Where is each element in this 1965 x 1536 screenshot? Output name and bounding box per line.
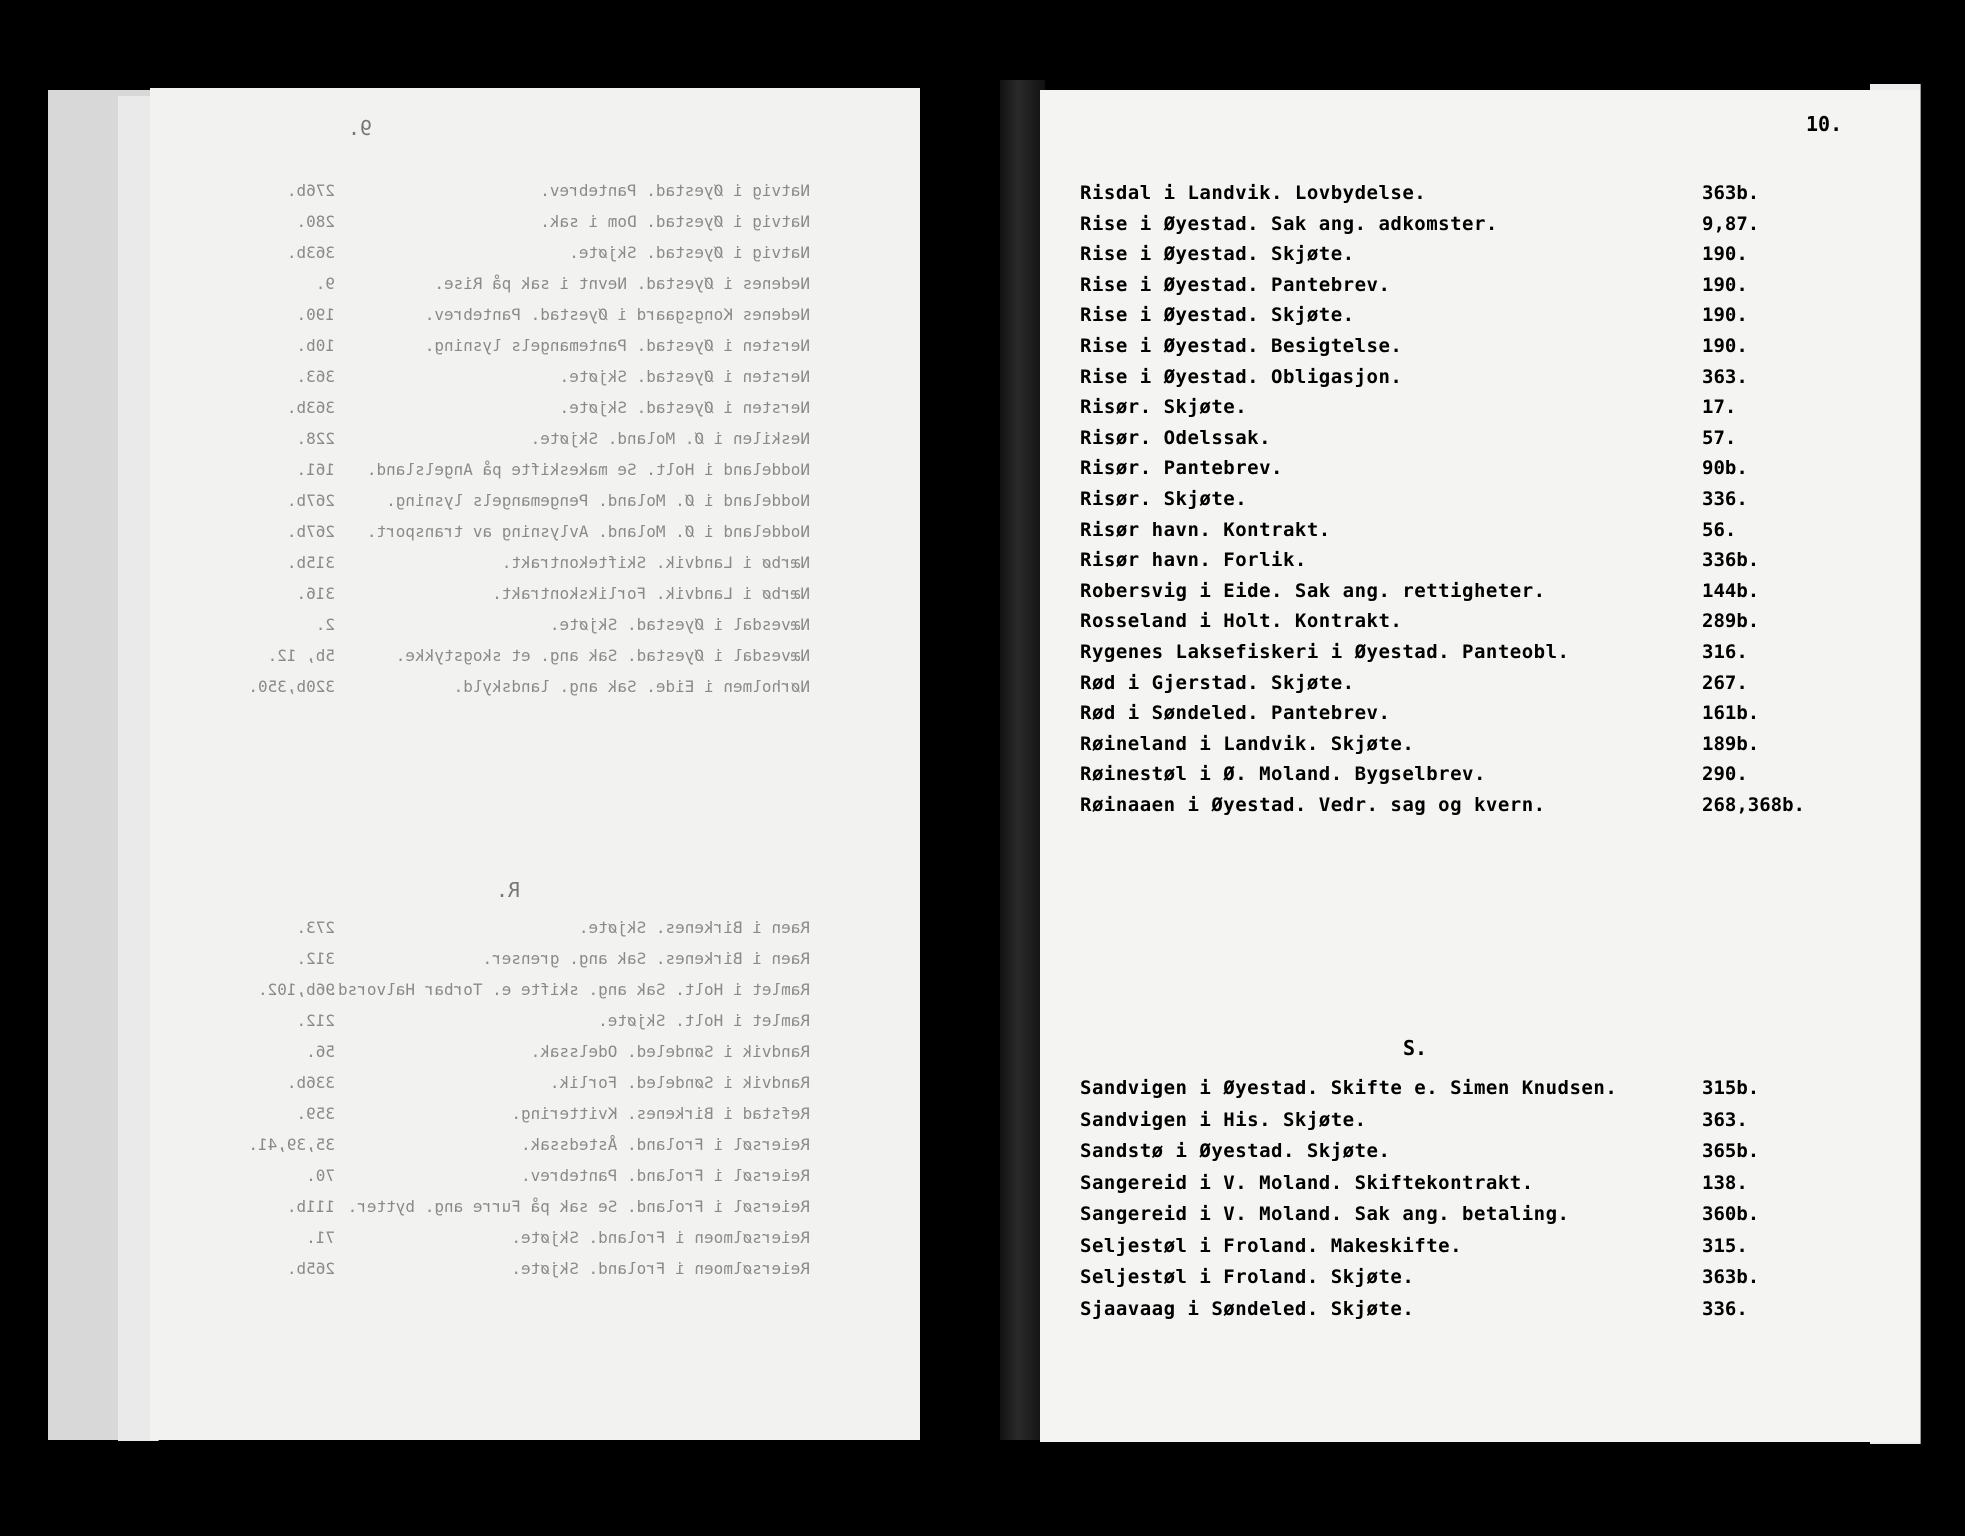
- entry-text: Nersten i Øyestad. Skjøte.: [559, 398, 810, 417]
- entry-page-ref: 190.: [1702, 243, 1748, 266]
- entry-text: Sjaavaag i Søndeled. Skjøte.: [1080, 1297, 1415, 1320]
- entry-text: Nersten i Øyestad. Skjøte.: [559, 367, 810, 386]
- entry-text: Sangereid i V. Moland. Skiftekontrakt.: [1080, 1171, 1534, 1194]
- entry-text: Nævesdal i Øyestad. Sak ang. et skogstykke.: [395, 646, 810, 665]
- index-entry: [150, 269, 920, 299]
- index-entry: [1040, 606, 1920, 636]
- entry-page-ref: 9,87.: [1702, 212, 1760, 235]
- entry-page-ref: 289b.: [1702, 610, 1760, 633]
- index-entry: [1040, 759, 1920, 789]
- entry-text: Rosseland i Holt. Kontrakt.: [1080, 610, 1403, 633]
- index-entry: [150, 517, 920, 547]
- index-entry: [150, 300, 920, 330]
- entry-page-ref: 56.: [1702, 518, 1737, 541]
- entry-text: Ramlet i Holt. Skjøte.: [598, 1011, 810, 1030]
- entry-page-ref: 363.: [1702, 365, 1748, 388]
- index-entry: [150, 1037, 920, 1067]
- entry-page-ref: 315b.: [1702, 1077, 1760, 1099]
- entry-page-ref: 280.: [296, 212, 335, 231]
- entry-page-ref: 90b.: [1702, 457, 1748, 480]
- entry-page-ref: 111b.: [286, 1197, 335, 1216]
- entry-page-ref: 273.: [296, 918, 335, 937]
- entry-page-ref: 190.: [1702, 273, 1748, 296]
- entry-text: Sandvigen i His. Skjøte.: [1080, 1108, 1367, 1131]
- index-entry: [1040, 1073, 1920, 1103]
- entry-text: Sandstø i Øyestad. Skjøte.: [1080, 1140, 1391, 1162]
- index-entry: [150, 944, 920, 974]
- index-entry: [1040, 698, 1920, 728]
- index-entry: [1040, 637, 1920, 667]
- index-entry: [1040, 453, 1920, 483]
- index-entry: [1040, 576, 1920, 606]
- entry-page-ref: 312.: [296, 949, 335, 968]
- entry-page-ref: 363.: [1702, 1108, 1748, 1131]
- entry-text: Robersvig i Eide. Sak ang. rettigheter.: [1080, 579, 1546, 602]
- entry-text: Reiersøl i Froland. Pantebrev.: [521, 1166, 810, 1185]
- index-entry: [150, 331, 920, 361]
- index-entry: [1040, 1168, 1920, 1198]
- index-entry: [1040, 300, 1920, 330]
- index-entry: [150, 579, 920, 609]
- entry-text: Risør. Skjøte.: [1080, 488, 1248, 510]
- entry-page-ref: 316.: [296, 584, 335, 603]
- entry-page-ref: 363.: [296, 367, 335, 386]
- entry-page-ref: 363b.: [1702, 182, 1760, 204]
- entry-text: Seljestøl i Froland. Skjøte.: [1080, 1266, 1415, 1288]
- entry-page-ref: 363b.: [286, 398, 335, 417]
- left-page-mirrored-text: [150, 88, 920, 1440]
- entry-text: Raen i Birkenes. Sak ang. grenser.: [482, 949, 810, 968]
- index-entry: [1040, 392, 1920, 422]
- entry-text: Nedenes Kongsgaard i Øyestad. Pantebrev.: [424, 305, 810, 324]
- entry-text: Rise i Øyestad. Skjøte.: [1080, 304, 1355, 327]
- index-entry: [1040, 515, 1920, 545]
- entry-text: Noddeland i Holt. Se makeskifte på Angelsland.: [366, 460, 810, 479]
- entry-text: Risør. Skjøte.: [1080, 396, 1248, 419]
- index-entry: [1040, 239, 1920, 269]
- entry-text: Rise i Øyestad. Pantebrev.: [1080, 273, 1391, 296]
- right-page-number: 10.: [1806, 112, 1843, 136]
- entry-page-ref: 5b, 12.: [267, 646, 335, 665]
- entry-page-ref: 144b.: [1702, 579, 1760, 602]
- entry-text: Rise i Øyestad. Besigtelse.: [1080, 335, 1403, 357]
- entry-page-ref: 316.: [1702, 641, 1748, 663]
- index-entry: [150, 1254, 920, 1284]
- entry-text: Rød i Gjerstad. Skjøte.: [1080, 671, 1355, 694]
- index-entry: [1040, 545, 1920, 575]
- entry-text: Risør. Pantebrev.: [1080, 457, 1283, 480]
- entry-page-ref: 2.: [315, 615, 335, 634]
- index-entry: [1040, 668, 1920, 698]
- entry-page-ref: 17.: [1702, 396, 1737, 419]
- entry-text: Seljestøl i Froland. Makeskifte.: [1080, 1234, 1463, 1257]
- entry-text: Rise i Øyestad. Skjøte.: [1080, 243, 1355, 266]
- entry-page-ref: 9.: [315, 274, 335, 293]
- entry-text: Sandvigen i Øyestad. Skifte e. Simen Knudsen.: [1080, 1077, 1618, 1099]
- section-letter-r: R.: [495, 878, 520, 902]
- entry-text: Natvig i Øyestad. Pantebrev.: [540, 181, 810, 200]
- index-entry: [1040, 362, 1920, 392]
- entry-page-ref: 56.: [306, 1042, 335, 1061]
- index-entry: [150, 362, 920, 392]
- index-entry: [150, 455, 920, 485]
- index-entry: [1040, 729, 1920, 759]
- entry-page-ref: 35,39,41.: [248, 1135, 335, 1154]
- entry-text: Røinaaen i Øyestad. Vedr. sag og kvern.: [1080, 794, 1546, 816]
- index-entry: [1040, 1294, 1920, 1324]
- entry-text: Randvik i Søndeled. Odelssak.: [530, 1042, 810, 1061]
- index-entry: [150, 1068, 920, 1098]
- index-entry: [1040, 1231, 1920, 1261]
- entry-text: Nørholmen i Eide. Sak ang. landskyld.: [453, 677, 810, 696]
- index-entry: [150, 975, 920, 1005]
- index-entry: [150, 1006, 920, 1036]
- entry-page-ref: 360b.: [1702, 1203, 1760, 1225]
- entry-page-ref: 363b.: [1702, 1266, 1760, 1288]
- entry-text: Røinestøl i Ø. Moland. Bygselbrev.: [1080, 763, 1486, 786]
- index-entry: [150, 913, 920, 943]
- entry-page-ref: 336b.: [1702, 549, 1760, 572]
- index-entry: [1040, 1262, 1920, 1292]
- entry-page-ref: 70.: [306, 1166, 335, 1185]
- entry-text: Raen i Birkenes. Skjøte.: [578, 918, 810, 937]
- entry-text: Risør havn. Forlik.: [1080, 549, 1307, 572]
- index-entry: [1040, 270, 1920, 300]
- entry-text: Nævesdal i Øyestad. Skjøte.: [549, 615, 810, 634]
- entry-text: Randvik i Søndeled. Forlik.: [549, 1073, 810, 1092]
- entry-page-ref: 190.: [1702, 335, 1748, 357]
- index-entry: [150, 1130, 920, 1160]
- entry-text: Reiersølmoen i Froland. Skjøte.: [511, 1259, 810, 1278]
- index-entry: [150, 207, 920, 237]
- index-entry: [150, 176, 920, 206]
- entry-page-ref: 365b.: [1702, 1140, 1760, 1162]
- entry-page-ref: 320b,350.: [248, 677, 335, 696]
- entry-text: Reiersøl i Froland. Se sak på Furre ang. bytter.: [347, 1197, 810, 1216]
- index-entry: [1040, 484, 1920, 514]
- section-letter-s: S.: [1403, 1036, 1428, 1060]
- entry-page-ref: 267b.: [286, 491, 335, 510]
- entry-page-ref: 363b.: [286, 243, 335, 262]
- entry-text: Noddeland i Ø. Moland. Avlysning av transport.: [366, 522, 810, 541]
- right-page: [1040, 90, 1920, 1442]
- index-entry: [1040, 1105, 1920, 1135]
- entry-text: Natvig i Øyestad. Skjøte.: [569, 243, 810, 262]
- index-entry: [1040, 178, 1920, 208]
- entry-page-ref: 359.: [296, 1104, 335, 1123]
- entry-text: Neskilen i Ø. Moland. Skjøte.: [530, 429, 810, 448]
- entry-page-ref: 138.: [1702, 1171, 1748, 1194]
- entry-page-ref: 161.: [296, 460, 335, 479]
- entry-page-ref: 336.: [1702, 488, 1748, 510]
- entry-text: Rise i Øyestad. Sak ang. adkomster.: [1080, 212, 1498, 235]
- entry-text: Noddeland i Ø. Moland. Pengemangels lysning.: [386, 491, 810, 510]
- index-entry: [150, 610, 920, 640]
- entry-page-ref: 268,368b.: [1702, 794, 1805, 816]
- entry-text: Refstad i Birkenes. Kvittering.: [511, 1104, 810, 1123]
- entry-text: Rygenes Laksefiskeri i Øyestad. Panteobl.: [1080, 641, 1570, 663]
- entry-text: Ramlet i Holt. Sak ang. skifte e. Torbar Halvorsd.: [328, 980, 810, 999]
- entry-page-ref: 190.: [1702, 304, 1748, 327]
- index-entry: [1040, 209, 1920, 239]
- entry-page-ref: 57.: [1702, 426, 1737, 449]
- index-entry: [150, 424, 920, 454]
- entry-page-ref: 212.: [296, 1011, 335, 1030]
- index-entry: [150, 1099, 920, 1129]
- index-entry: [1040, 790, 1920, 820]
- index-entry: [150, 672, 920, 702]
- entry-text: Risør havn. Kontrakt.: [1080, 518, 1331, 541]
- book-gutter: [1000, 80, 1045, 1440]
- index-entry: [1040, 331, 1920, 361]
- index-entry: [150, 393, 920, 423]
- entry-page-ref: 161b.: [1702, 702, 1760, 725]
- entry-text: Røineland i Landvik. Skjøte.: [1080, 732, 1415, 755]
- entry-text: Nersten i Øyestad. Pantemangels lysning.: [424, 336, 810, 355]
- entry-page-ref: 189b.: [1702, 732, 1760, 755]
- entry-page-ref: 96b,102.: [257, 980, 335, 999]
- index-entry: [150, 1192, 920, 1222]
- entry-text: Reiersølmoen i Froland. Skjøte.: [511, 1228, 810, 1247]
- entry-page-ref: 267.: [1702, 671, 1748, 694]
- index-entry: [1040, 423, 1920, 453]
- index-entry: [150, 238, 920, 268]
- entry-text: Reiersøl i Froland. Åstedssak.: [521, 1135, 810, 1154]
- entry-page-ref: 336b.: [286, 1073, 335, 1092]
- left-page-number: 9.: [347, 116, 372, 140]
- entry-text: Rød i Søndeled. Pantebrev.: [1080, 702, 1391, 725]
- entry-page-ref: 315.: [1702, 1234, 1748, 1257]
- entry-page-ref: 290.: [1702, 763, 1748, 786]
- entry-text: Risør. Odelssak.: [1080, 426, 1272, 449]
- entry-page-ref: 276b.: [286, 181, 335, 200]
- index-entry: [150, 548, 920, 578]
- index-entry: [150, 1161, 920, 1191]
- entry-page-ref: 228.: [296, 429, 335, 448]
- entry-text: Risdal i Landvik. Lovbydelse.: [1080, 182, 1427, 204]
- entry-text: Nærbø i Landvik. Forlikskontrakt.: [492, 584, 810, 603]
- index-entry: [150, 1223, 920, 1253]
- entry-text: Nærbø i Landvik. Skiftekontrakt.: [501, 553, 810, 572]
- entry-page-ref: 267b.: [286, 522, 335, 541]
- entry-text: Sangereid i V. Moland. Sak ang. betaling.: [1080, 1203, 1570, 1225]
- entry-page-ref: 315b.: [286, 553, 335, 572]
- entry-page-ref: 336.: [1702, 1297, 1748, 1320]
- index-entry: [150, 486, 920, 516]
- entry-page-ref: 10b.: [296, 336, 335, 355]
- left-page: [150, 88, 920, 1440]
- index-entry: [1040, 1199, 1920, 1229]
- index-entry: [1040, 1136, 1920, 1166]
- entry-page-ref: 71.: [306, 1228, 335, 1247]
- entry-page-ref: 265b.: [286, 1259, 335, 1278]
- entry-text: Natvig i Øyestad. Dom i sak.: [540, 212, 810, 231]
- entry-text: Nedenes i Øyestad. Nevnt i sak på Rise.: [434, 274, 810, 293]
- entry-text: Rise i Øyestad. Obligasjon.: [1080, 365, 1403, 388]
- entry-page-ref: 190.: [296, 305, 335, 324]
- index-entry: [150, 641, 920, 671]
